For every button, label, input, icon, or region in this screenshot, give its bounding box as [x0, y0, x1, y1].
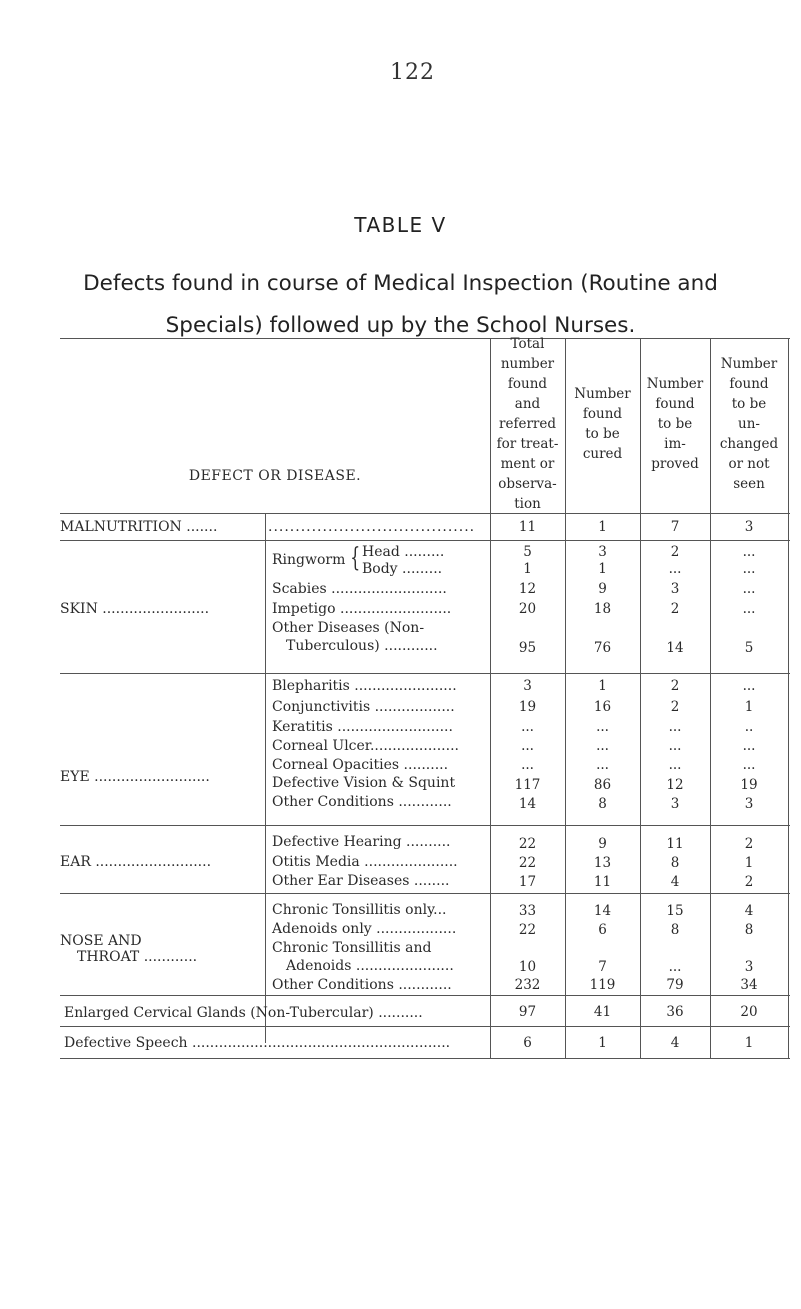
group-label-malnutrition: MALNUTRITION .......	[60, 519, 218, 535]
row-label-adenoids-only: Adenoids only ..................	[272, 921, 457, 937]
header-total-line: ment or	[500, 456, 555, 472]
cell-total: 117	[514, 777, 541, 793]
cell-unchanged: 5	[744, 640, 754, 656]
cell-cured: 14	[593, 903, 612, 919]
cell-unchanged: ...	[742, 561, 756, 577]
cell-improved: ...	[668, 719, 682, 735]
cell-improved: ...	[668, 959, 682, 975]
header-unchanged-line: seen	[733, 476, 765, 492]
cell-total: 17	[518, 874, 537, 890]
cell-total: 6	[523, 1035, 532, 1051]
row-label-defective-hearing: Defective Hearing ..........	[272, 834, 451, 850]
cell-unchanged: 34	[740, 977, 758, 993]
cell-improved: 79	[666, 977, 684, 993]
cell-total: ...	[521, 757, 534, 773]
col-rule-right	[788, 338, 789, 1058]
row-rule-malnutrition	[60, 540, 790, 541]
cell-total: ...	[521, 738, 534, 754]
row-label-defective-vision: Defective Vision & Squint	[272, 775, 456, 791]
cell-improved: 12	[666, 777, 684, 793]
cell-improved: 4	[670, 1035, 680, 1051]
group-label-skin: SKIN ........................	[60, 601, 210, 617]
cell-unchanged: 3	[744, 519, 754, 535]
cell-total: 97	[518, 1004, 537, 1020]
row-label-other-ear: Other Ear Diseases ........	[272, 873, 450, 889]
row-label-corneal-ulcer: Corneal Ulcer....................	[272, 738, 459, 754]
cell-total: ...	[521, 719, 534, 735]
cell-improved: 36	[666, 1004, 684, 1020]
cell-improved: 3	[670, 581, 680, 597]
cell-improved: 4	[670, 874, 680, 890]
cell-total: 1	[523, 561, 532, 577]
header-total-line: tion	[514, 496, 541, 512]
header-total-line: Total	[510, 336, 545, 352]
row-rule-nose-throat	[60, 995, 790, 996]
defects-table	[60, 338, 790, 1058]
group-label-ear: EAR ..........................	[60, 854, 212, 870]
header-unchanged-line: Number	[720, 356, 778, 372]
row-label-chronic-tonsillitis: Chronic Tonsillitis only...	[272, 902, 447, 918]
ringworm-brace: {	[350, 543, 361, 573]
cell-unchanged: 2	[744, 874, 754, 890]
group-label-eye: EYE ..........................	[60, 769, 210, 785]
row-label-head: Head .........	[362, 544, 445, 560]
row-label-cervical-glands: Enlarged Cervical Glands (Non-Tubercular) ..........	[64, 1005, 423, 1021]
table-subtitle	[0, 263, 801, 347]
cell-cured: 3	[598, 544, 607, 560]
subtitle-line-1: Defects found in course of Medical Inspection (Routine and	[83, 271, 718, 296]
header-improved-line: found	[655, 396, 695, 412]
cell-improved: ...	[668, 757, 682, 773]
row-label-other-diseases: Other Diseases (Non-	[272, 620, 425, 636]
cell-total: 22	[518, 855, 537, 871]
cell-improved: 8	[670, 922, 680, 938]
cell-cured: 6	[598, 922, 607, 938]
cell-total: 232	[514, 977, 541, 993]
cell-improved: 8	[670, 855, 680, 871]
row-label-conjunctivitis: Conjunctivitis ..................	[272, 699, 455, 715]
cell-improved: ...	[668, 561, 682, 577]
group-label-throat: THROAT ............	[77, 949, 198, 965]
cell-cured: 1	[598, 519, 607, 535]
cell-cured: ...	[596, 738, 609, 754]
cell-cured: ...	[596, 757, 609, 773]
header-cured	[565, 384, 640, 464]
cell-total: 22	[518, 922, 537, 938]
cell-unchanged: ...	[742, 757, 756, 773]
row-label-adenoids: Adenoids ......................	[286, 958, 454, 974]
header-improved	[640, 374, 710, 474]
header-total-line: and	[514, 396, 541, 412]
row-label-defective-speech: Defective Speech ..........................................................	[64, 1035, 451, 1051]
row-rule-cervical	[60, 1026, 790, 1027]
cell-improved: 2	[670, 699, 680, 715]
cell-unchanged: 1	[744, 1035, 754, 1051]
cell-improved: 2	[670, 601, 680, 617]
header-total-line: number	[500, 356, 555, 372]
cell-cured: 16	[593, 699, 612, 715]
row-label-otitis-media: Otitis Media .....................	[272, 854, 458, 870]
cell-improved: 2	[670, 678, 680, 694]
cell-total: 22	[518, 836, 537, 852]
cell-improved: 11	[666, 836, 684, 852]
cell-unchanged: 3	[744, 959, 754, 975]
cell-improved: 15	[666, 903, 684, 919]
row-rule-header	[60, 513, 790, 514]
cell-improved: 7	[670, 519, 680, 535]
cell-total: 12	[518, 581, 537, 597]
cell-total: 33	[518, 903, 537, 919]
header-improved-line: Number	[646, 376, 704, 392]
cell-unchanged: 8	[744, 922, 754, 938]
cell-unchanged: ...	[742, 738, 756, 754]
header-total-line: observa-	[498, 476, 557, 492]
row-rule-bottom	[60, 1058, 790, 1059]
cell-unchanged: ...	[742, 544, 756, 560]
cell-unchanged: 1	[744, 855, 754, 871]
header-cured-line: to be	[585, 426, 620, 442]
cell-total: 14	[518, 796, 537, 812]
cell-cured: 76	[593, 640, 612, 656]
cell-cured: 9	[598, 836, 607, 852]
header-total-line: referred	[499, 416, 556, 432]
malnutrition-leader: ......................................	[268, 519, 476, 535]
cell-cured: 86	[593, 777, 612, 793]
header-total-referred	[490, 334, 565, 514]
row-label-nose-other: Other Conditions ............	[272, 977, 452, 993]
cell-cured: 41	[593, 1004, 612, 1020]
cell-total: 11	[518, 519, 537, 535]
cell-cured: 18	[593, 601, 612, 617]
cell-cured: 7	[598, 959, 607, 975]
row-label-blepharitis: Blepharitis .......................	[272, 678, 457, 694]
header-unchanged-line: or not	[728, 456, 770, 472]
cell-unchanged: ...	[742, 581, 756, 597]
row-label-tuberculous: Tuberculous) ............	[286, 638, 438, 654]
row-label-scabies: Scabies ..........................	[272, 581, 447, 597]
cell-total: 95	[518, 640, 537, 656]
group-label-nose: NOSE AND	[60, 933, 142, 949]
cell-cured: 1	[598, 1035, 607, 1051]
cell-cured: 8	[598, 796, 607, 812]
cell-unchanged: 3	[744, 796, 754, 812]
cell-unchanged: ...	[742, 601, 756, 617]
row-label-corneal-opacities: Corneal Opacities ..........	[272, 757, 449, 773]
cell-unchanged: 1	[744, 699, 754, 715]
subtitle-line-2: Specials) followed up by the School Nurses.	[165, 313, 636, 338]
cell-total: 20	[518, 601, 537, 617]
cell-total: 19	[518, 699, 537, 715]
cell-cured: 119	[589, 977, 616, 993]
cell-cured: ...	[596, 719, 609, 735]
header-improved-line: proved	[651, 456, 699, 472]
cell-improved: 3	[670, 796, 680, 812]
header-cured-line: Number	[574, 386, 631, 402]
row-label-eye-other: Other Conditions ............	[272, 794, 452, 810]
cell-cured: 9	[598, 581, 607, 597]
cell-unchanged: ...	[742, 678, 756, 694]
cell-cured: 13	[593, 855, 612, 871]
row-rule-skin	[60, 673, 790, 674]
cell-improved: ...	[668, 738, 682, 754]
cell-unchanged: ..	[744, 719, 754, 735]
header-unchanged	[710, 354, 788, 494]
header-cured-line: cured	[582, 446, 623, 462]
header-unchanged-line: to be	[731, 396, 767, 412]
header-total-line: for treat-	[496, 436, 559, 452]
row-rule-label-divider	[265, 513, 266, 1043]
header-unchanged-line: un-	[738, 416, 760, 432]
cell-improved: 14	[666, 640, 684, 656]
header-unchanged-line: changed	[719, 436, 779, 452]
row-label-impetigo: Impetigo .........................	[272, 601, 452, 617]
row-rule-ear	[60, 893, 790, 894]
cell-total: 5	[523, 544, 532, 560]
cell-unchanged: 19	[740, 777, 758, 793]
ringworm-label: Ringworm	[272, 552, 346, 568]
cell-unchanged: 20	[740, 1004, 758, 1020]
cell-cured: 1	[598, 561, 607, 577]
row-rule-top	[60, 338, 790, 339]
header-cured-line: found	[582, 406, 623, 422]
row-rule-eye	[60, 825, 790, 826]
row-label-chronic-tonsillitis-and: Chronic Tonsillitis and	[272, 940, 432, 956]
header-unchanged-line: found	[729, 376, 769, 392]
header-improved-line: im-	[664, 436, 686, 452]
cell-unchanged: 4	[744, 903, 754, 919]
page-number: 122	[390, 60, 435, 85]
row-label-body: Body .........	[362, 561, 443, 577]
cell-cured: 1	[598, 678, 607, 694]
cell-unchanged: 2	[744, 836, 754, 852]
header-improved-line: to be	[657, 416, 693, 432]
cell-total: 3	[523, 678, 532, 694]
table-label: TABLE V	[354, 213, 447, 237]
cell-improved: 2	[670, 544, 680, 560]
header-total-line: found	[507, 376, 548, 392]
cell-total: 10	[518, 959, 537, 975]
header-defect-or-disease: DEFECT OR DISEASE.	[188, 468, 362, 484]
row-label-keratitis: Keratitis ..........................	[272, 719, 453, 735]
cell-cured: 11	[593, 874, 612, 890]
